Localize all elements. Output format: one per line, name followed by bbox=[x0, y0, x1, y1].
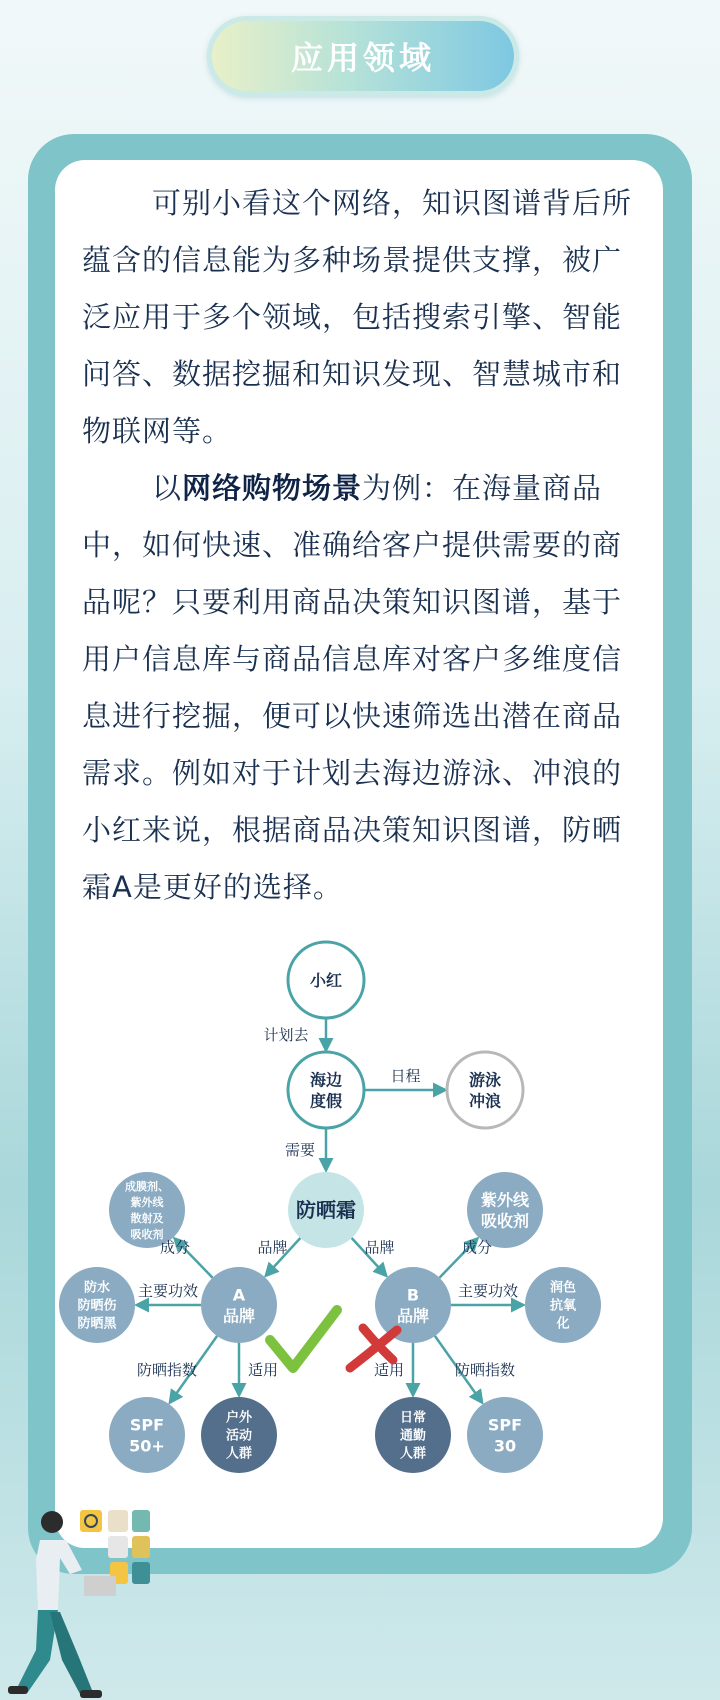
node-ingredient-a bbox=[109, 1172, 185, 1248]
node-label-brand-a: A bbox=[232, 1285, 246, 1305]
edge-label-spf_a: 防晒指数 bbox=[136, 1361, 198, 1379]
node-label-brand-a: 品牌 bbox=[222, 1306, 256, 1326]
node-label-brand-b: B bbox=[406, 1285, 420, 1305]
node-label-ingredient-a: 紫外线 bbox=[130, 1195, 164, 1209]
node-effect-b bbox=[525, 1267, 601, 1343]
node-label-beach: 度假 bbox=[309, 1091, 343, 1111]
node-spf-b bbox=[467, 1397, 543, 1473]
node-label-crowd-b: 通勤 bbox=[399, 1428, 427, 1444]
intro-paragraph bbox=[82, 175, 634, 460]
node-label-effect-b: 抗氧 bbox=[549, 1298, 577, 1314]
node-effect-a bbox=[59, 1267, 135, 1343]
node-label-effect-a: 防晒伤 bbox=[77, 1298, 117, 1314]
node-label-effect-a: 防晒黑 bbox=[77, 1316, 117, 1332]
intro-text: 可别小看这个网络，知识图谱背后所蕴含的信息能为多种场景提供支撑，被广泛应用于多个领域，包括搜索引擎、智能问答、数据挖掘和知识发现、智慧城市和物联网等。 bbox=[82, 186, 633, 448]
edge-label-spf_b: 防晒指数 bbox=[454, 1361, 516, 1379]
node-swim bbox=[447, 1052, 523, 1128]
example-prefix: 以 bbox=[152, 471, 183, 505]
node-label-swim: 冲浪 bbox=[468, 1091, 502, 1111]
node-label-crowd-a: 活动 bbox=[225, 1428, 253, 1444]
node-label-ingredient-b: 紫外线 bbox=[480, 1190, 530, 1210]
node-label-spf-a: 50+ bbox=[129, 1436, 165, 1456]
knowledge-graph-diagram bbox=[55, 920, 663, 1520]
node-label-ingredient-a: 吸收剂 bbox=[130, 1227, 164, 1241]
node-label-spf-b: SPF bbox=[487, 1415, 523, 1435]
edge-label-plan: 计划去 bbox=[263, 1026, 309, 1044]
edge-label-fit_a: 适用 bbox=[247, 1361, 279, 1379]
edge-label-effect_b: 主要功效 bbox=[457, 1282, 519, 1300]
section-title: 应用领域 bbox=[212, 21, 514, 91]
node-label-xiaohong: 小红 bbox=[309, 970, 343, 990]
node-label-sunscreen: 防晒霜 bbox=[296, 1198, 356, 1223]
node-crowd-a bbox=[201, 1397, 277, 1473]
node-xiaohong bbox=[288, 942, 364, 1018]
node-ingredient-b bbox=[467, 1172, 543, 1248]
node-spf-a bbox=[109, 1397, 185, 1473]
node-label-swim: 游泳 bbox=[468, 1070, 502, 1090]
example-paragraph bbox=[82, 460, 634, 916]
node-sunscreen bbox=[288, 1172, 364, 1248]
node-label-spf-a: SPF bbox=[129, 1415, 165, 1435]
edge-label-ingredient_a: 成分 bbox=[159, 1238, 191, 1257]
edge-label-effect_a: 主要功效 bbox=[137, 1282, 199, 1300]
node-brand-a bbox=[201, 1267, 277, 1343]
node-label-beach: 海边 bbox=[309, 1070, 343, 1090]
title-banner bbox=[207, 16, 519, 96]
edge-label-brand_a: 品牌 bbox=[257, 1238, 288, 1257]
node-label-crowd-b: 日常 bbox=[399, 1410, 427, 1426]
example-text: 为例：在海量商品中，如何快速、准确给客户提供需要的商品呢？只要利用商品决策知识图谱，基于用户信息库与商品信息库对客户多维度信息进行挖掘，便可以快速筛选出潜在商品需求。例如对于计划去海边游泳、冲浪的小红来说，根据商品决策知识图谱，防晒霜A是更好的选择。 bbox=[82, 471, 623, 904]
example-highlight: 网络购物场景 bbox=[182, 471, 363, 505]
edge-label-need: 需要 bbox=[284, 1141, 316, 1159]
check-mark-icon bbox=[270, 1310, 337, 1368]
edge-label-brand_b: 品牌 bbox=[364, 1238, 395, 1257]
edge-label-fit_b: 适用 bbox=[373, 1361, 405, 1379]
node-label-ingredient-a: 成膜剂、 bbox=[125, 1179, 169, 1193]
nodes-layer bbox=[59, 942, 601, 1473]
node-label-ingredient-b: 吸收剂 bbox=[480, 1211, 530, 1231]
edge-label-ingredient_b: 成分 bbox=[461, 1238, 493, 1257]
node-label-effect-b: 润色 bbox=[549, 1280, 577, 1296]
node-label-crowd-a: 人群 bbox=[225, 1446, 253, 1462]
node-crowd-b bbox=[375, 1397, 451, 1473]
node-label-effect-b: 化 bbox=[556, 1316, 570, 1332]
node-beach bbox=[288, 1052, 364, 1128]
node-label-ingredient-a: 散射及 bbox=[130, 1211, 164, 1225]
edge-label-schedule: 日程 bbox=[390, 1067, 421, 1085]
shopper-illustration-icon bbox=[0, 1500, 175, 1700]
node-label-spf-b: 30 bbox=[493, 1436, 517, 1456]
node-brand-b bbox=[375, 1267, 451, 1343]
node-label-crowd-b: 人群 bbox=[399, 1446, 427, 1462]
node-label-crowd-a: 户外 bbox=[225, 1410, 253, 1426]
node-label-effect-a: 防水 bbox=[83, 1280, 111, 1296]
node-label-brand-b: 品牌 bbox=[396, 1306, 430, 1326]
